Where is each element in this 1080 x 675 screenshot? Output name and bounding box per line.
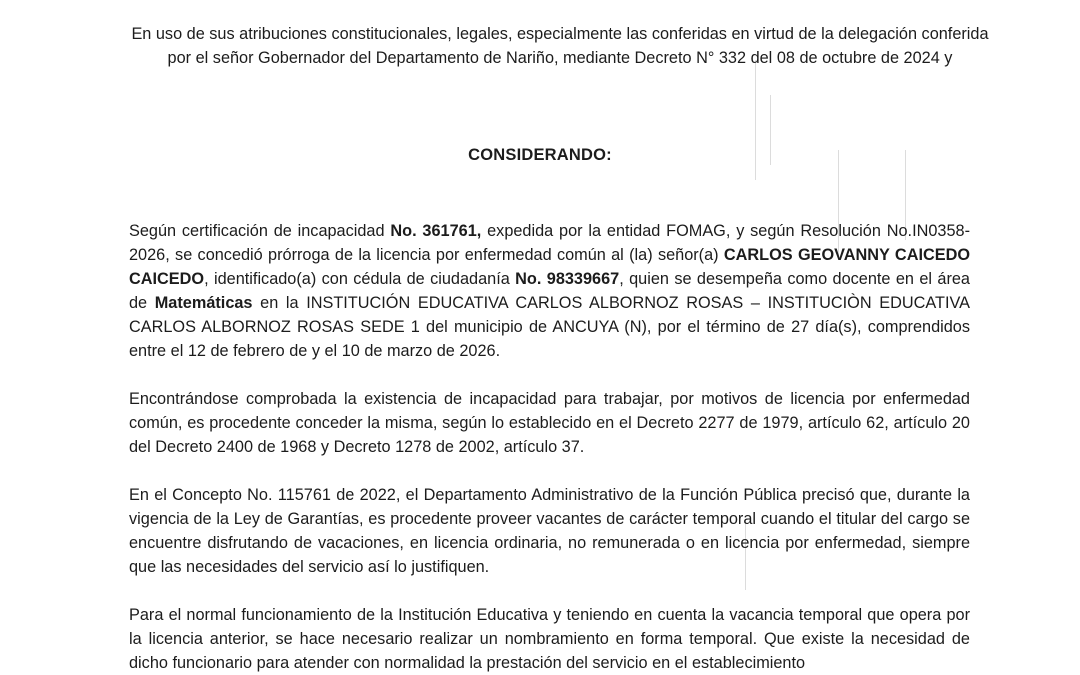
paragraph-incapacity-certification (129, 219, 970, 363)
paragraph-temporary-appointment: Para el normal funcionamiento de la Institución Educativa y teniendo en cuenta la vacancia temporal que opera por la licencia anterior, se hace necesario realizar un nombramiento en forma temporal. Que existe la necesidad de dicho funcionario para atender con normalidad la prestación del servicio en el establecimiento (129, 606, 970, 672)
id-number: No. 98339667 (515, 270, 620, 288)
subject-area: Matemáticas (154, 294, 253, 312)
paragraph-text: , quien se desempeña como docente en el área de (129, 270, 970, 312)
paragraph-text: expedida por la entidad FOMAG, y según Resolución No.IN0358-2026, se concedió prórroga de la licencia por enfermedad común al (la) señor(a) (129, 222, 970, 264)
certificate-number: No. 361761, (390, 222, 482, 240)
paragraph-concept: En el Concepto No. 115761 de 2022, el Departamento Administrativo de la Función Pública precisó que, durante la vigencia de la Ley de Garantías, es procedente proveer vacantes de carácter temporal cuando el titular del cargo se encuentre disfrutando de vacaciones, en licencia ordinaria, no remunerada o en licencia por enfermedad, siempre que las necesidades del servicio así lo justifiquen. (129, 486, 970, 576)
employee-name: CARLOS GEOVANNY CAICEDO CAICEDO (129, 246, 971, 288)
paragraph-text: en la INSTITUCIÓN EDUCATIVA CARLOS ALBORNOZ ROSAS – INSTITUCIÒN EDUCATIVA CARLOS ALBORNOZ ROSAS SEDE 1 del municipio de ANCUYA (N), por el término de 27 día(s), comprendidos entre el 12 de febrero de y el 10 de marzo de 2026. (129, 294, 970, 360)
paragraph-text: , identificado(a) con cédula de ciudadanía (204, 270, 516, 288)
paragraph-legal-basis: Encontrándose comprobada la existencia de incapacidad para trabajar, por motivos de licencia por enfermedad común, es procedente conceder la misma, según lo establecido en el Decreto 2277 de 1979, artículo 62, artículo 20 del Decreto 2400 de 1968 y Decreto 1278 de 2002, artículo 37. (129, 390, 970, 456)
paragraph-text: Según certificación de incapacidad (129, 222, 391, 240)
section-heading: CONSIDERANDO: (468, 146, 612, 164)
preamble-text: En uso de sus atribuciones constitucionales, legales, especialmente las conferidas en virtud de la delegación conferida por el señor Gobernador del Departamento de Nariño, mediante Decreto N° 332 del 08 de octubre de 2024 y (131, 25, 989, 67)
